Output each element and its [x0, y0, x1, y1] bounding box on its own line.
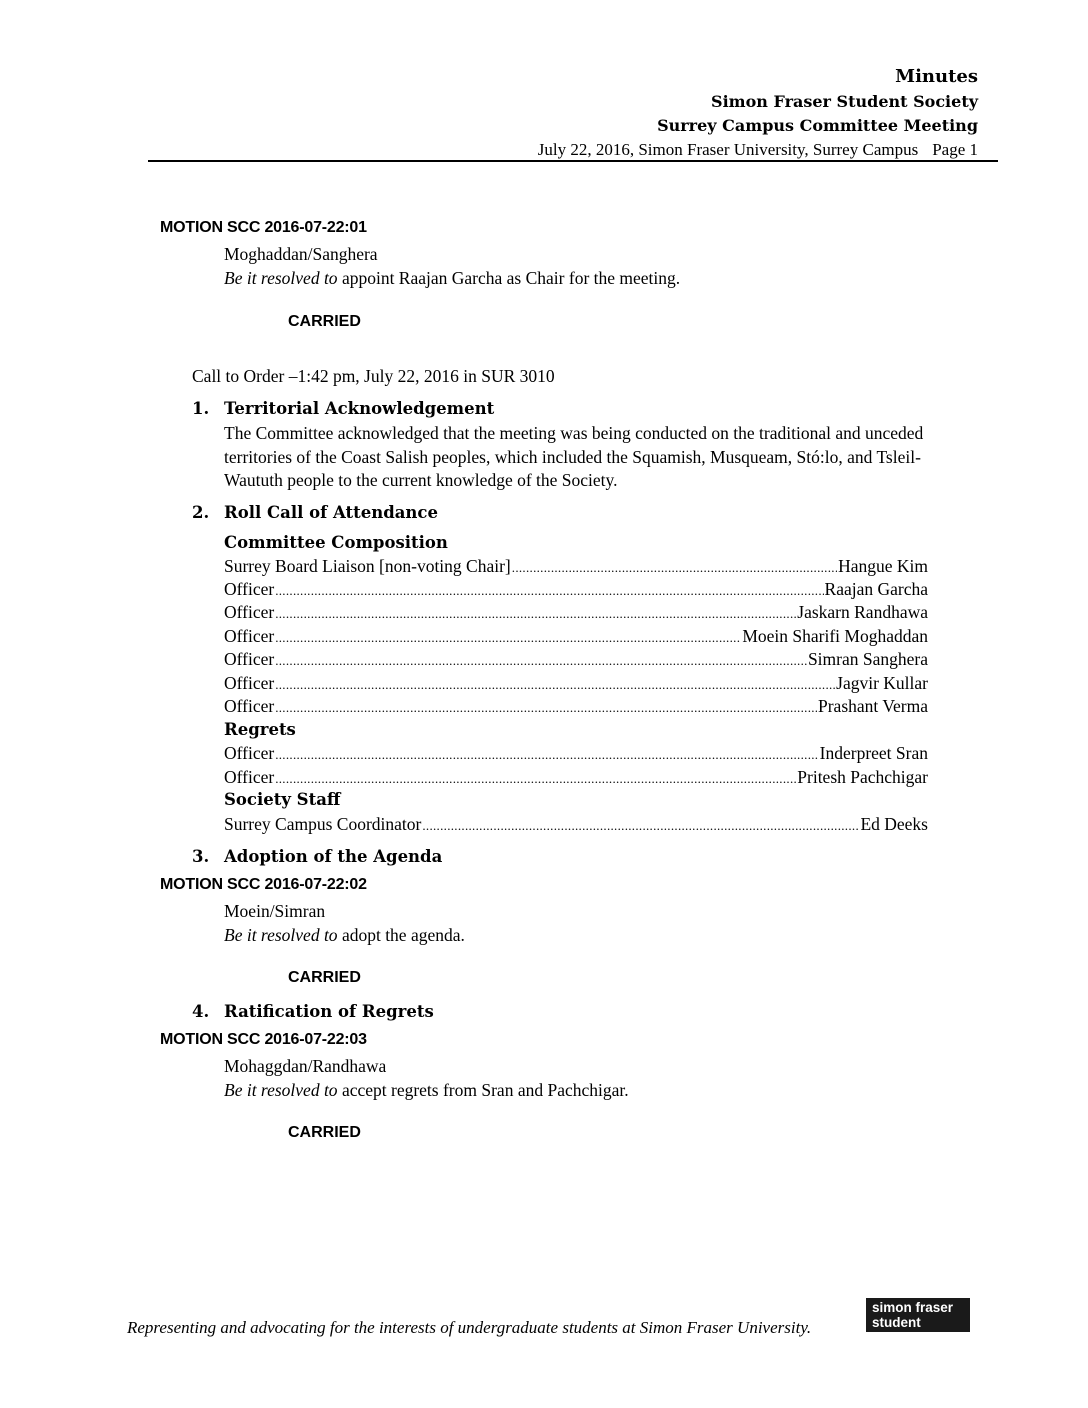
attendance-role: Officer	[224, 602, 275, 622]
motion-2-resolution	[224, 924, 465, 947]
motion-1-result: CARRIED	[288, 313, 361, 330]
leader-dots	[275, 649, 807, 670]
attendance-role: Officer	[224, 696, 275, 716]
resolution-lead: Be it resolved to	[224, 1080, 338, 1100]
logo-line-2: student society	[872, 1315, 921, 1345]
section-title: Territorial Acknowledgement	[224, 399, 495, 418]
logo-line-1: simon fraser	[872, 1300, 954, 1315]
resolution-lead: Be it resolved to	[224, 268, 338, 288]
attendance-name: Jaskarn Randhawa	[797, 602, 928, 622]
section-4-heading	[192, 1002, 434, 1021]
section-number: 3.	[192, 847, 210, 866]
motion-2-result: CARRIED	[288, 969, 361, 986]
attendance-row	[224, 814, 928, 837]
resolution-text: appoint Raajan Garcha as Chair for the meeting.	[337, 268, 681, 288]
attendance-row	[224, 696, 928, 719]
attendance-name: Moein Sharifi Moghaddan	[742, 626, 928, 646]
section-title: Ratification of Regrets	[224, 1002, 434, 1021]
section-2-heading	[192, 503, 438, 522]
attendance-row	[224, 743, 928, 766]
attendance-row	[224, 626, 928, 649]
attendance-name: Pritesh Pachchigar	[797, 767, 928, 787]
attendance-row	[224, 767, 928, 790]
attendance-row	[224, 649, 928, 672]
attendance-name: Prashant Verma	[818, 696, 928, 716]
motion-1-resolution	[224, 267, 680, 290]
attendance-row	[224, 673, 928, 696]
resolution-text: adopt the agenda.	[337, 925, 465, 945]
motion-2-movers: Moein/Simran	[224, 901, 326, 921]
meeting-date-location: July 22, 2016, Simon Fraser University, Surrey Campus	[537, 140, 919, 159]
regrets-heading: Regrets	[224, 720, 296, 739]
section-3-heading	[192, 847, 442, 866]
document-title: Minutes	[895, 66, 978, 87]
sfss-logo	[866, 1298, 970, 1345]
attendance-name: Inderpreet Sran	[819, 743, 928, 763]
footer-tagline: Representing and advocating for the interests of undergraduate students at Simon Fraser University.	[127, 1318, 812, 1337]
attendance-role: Officer	[224, 579, 275, 599]
motion-3-movers: Mohaggdan/Randhawa	[224, 1056, 387, 1076]
section-1-heading	[192, 399, 494, 418]
section-number: 1.	[192, 399, 210, 418]
leader-dots	[275, 673, 835, 694]
leader-dots	[422, 814, 859, 835]
leader-dots	[275, 743, 818, 764]
committee-composition-heading: Committee Composition	[224, 533, 448, 552]
motion-2-id: MOTION SCC 2016-07-22:02	[160, 876, 367, 893]
header-rule	[148, 160, 998, 162]
organization-name: Simon Fraser Student Society	[711, 92, 978, 111]
territorial-acknowledgement-text: The Committee acknowledged that the meeting was being conducted on the traditional and unceded territories of the Coast Salish peoples, which included the Squamish, Musqueam, Stó:lo, and Tsleil-Waututh people to the current knowledge of the Society.	[224, 423, 924, 490]
attendance-name: Ed Deeks	[860, 814, 928, 834]
attendance-role: Officer	[224, 649, 275, 669]
resolution-text: accept regrets from Sran and Pachchigar.	[337, 1080, 629, 1100]
leader-dots	[512, 556, 837, 577]
attendance-role: Officer	[224, 626, 275, 646]
society-staff-heading: Society Staff	[224, 790, 341, 809]
attendance-name: Jagvir Kullar	[836, 673, 928, 693]
motion-1-movers: Moghaddan/Sanghera	[224, 244, 378, 264]
attendance-role: Surrey Campus Coordinator	[224, 814, 422, 834]
section-number: 2.	[192, 503, 210, 522]
page-number: Page 1	[932, 140, 978, 159]
attendance-name: Hangue Kim	[838, 556, 928, 576]
leader-dots	[275, 767, 796, 788]
attendance-role: Officer	[224, 767, 275, 787]
attendance-row	[224, 556, 928, 579]
leader-dots	[275, 696, 817, 717]
section-title: Roll Call of Attendance	[224, 503, 438, 522]
motion-1-id: MOTION SCC 2016-07-22:01	[160, 219, 367, 236]
motion-3-id: MOTION SCC 2016-07-22:03	[160, 1031, 367, 1048]
section-number: 4.	[192, 1002, 210, 1021]
leader-dots	[275, 602, 796, 623]
attendance-row	[224, 579, 928, 602]
header-date-line	[538, 140, 978, 160]
attendance-name: Raajan Garcha	[824, 579, 928, 599]
attendance-role: Surrey Board Liaison [non-voting Chair]	[224, 556, 511, 576]
attendance-name: Simran Sanghera	[807, 649, 928, 669]
attendance-role: Officer	[224, 743, 275, 763]
motion-3-result: CARRIED	[288, 1124, 361, 1141]
leader-dots	[275, 579, 823, 600]
call-to-order: Call to Order –1:42 pm, July 22, 2016 in SUR 3010	[192, 366, 555, 386]
resolution-lead: Be it resolved to	[224, 925, 338, 945]
meeting-name: Surrey Campus Committee Meeting	[657, 116, 978, 135]
motion-3-resolution	[224, 1079, 629, 1102]
section-title: Adoption of the Agenda	[224, 847, 443, 866]
attendance-role: Officer	[224, 673, 275, 693]
attendance-row	[224, 602, 928, 625]
leader-dots	[275, 626, 741, 647]
